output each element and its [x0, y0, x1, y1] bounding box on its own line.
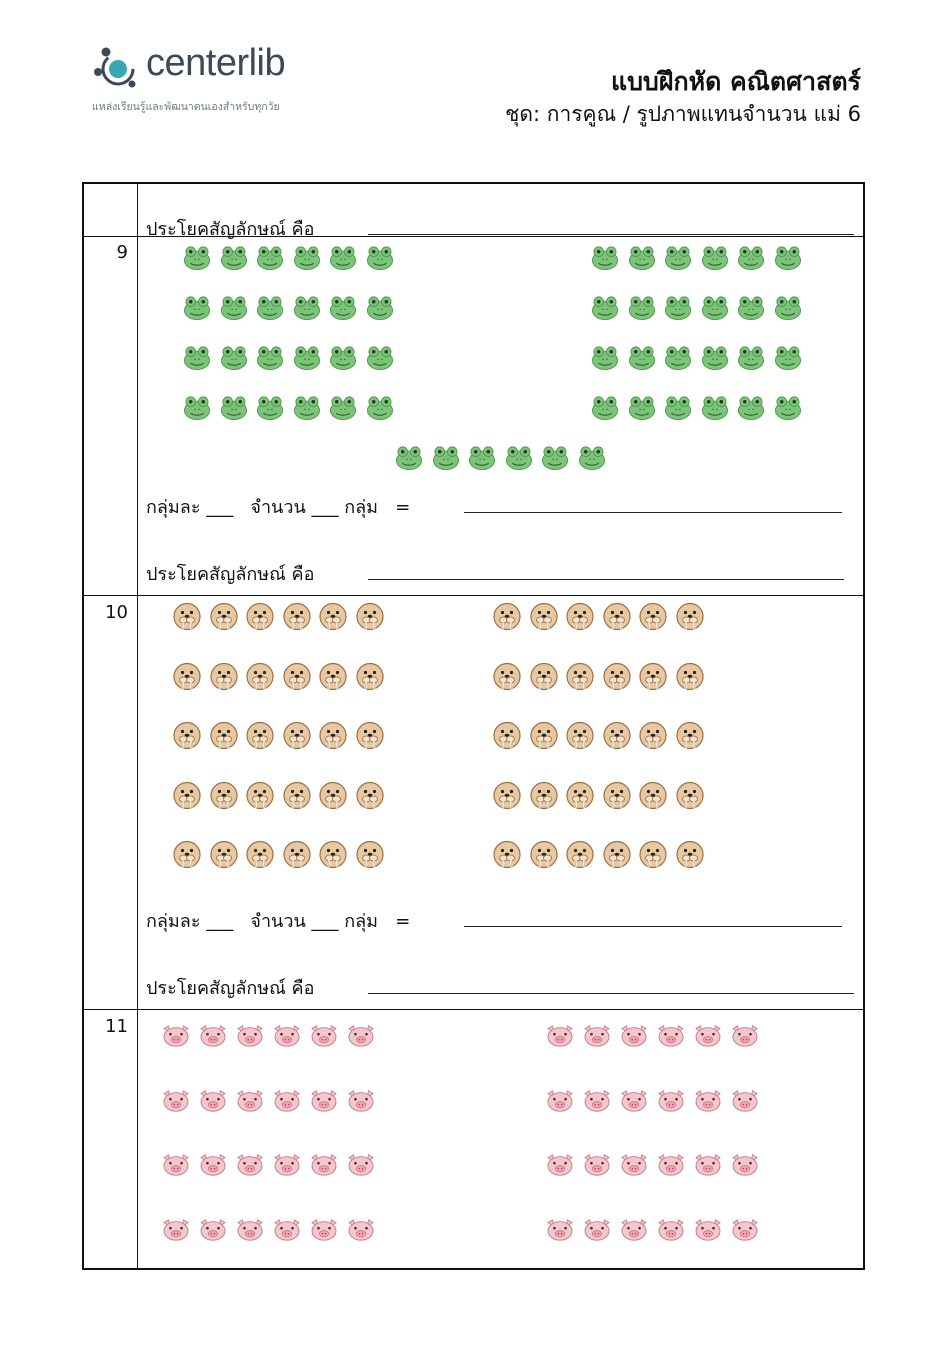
pig-face-icon: [692, 1024, 724, 1048]
frog-face-icon: [394, 444, 424, 471]
pig-face-icon: [197, 1153, 229, 1177]
pig-face-icon: [544, 1089, 576, 1113]
walrus-face-icon: [492, 601, 522, 632]
pig-face-icon: [271, 1153, 303, 1177]
pig-face-icon: [308, 1153, 340, 1177]
frog-face-icon: [700, 294, 730, 321]
walrus-face-icon: [675, 780, 705, 811]
walrus-face-icon: [245, 720, 275, 751]
frog-face-icon: [182, 344, 212, 371]
frog-face-icon: [700, 244, 730, 271]
walrus-face-icon: [675, 839, 705, 870]
centerlib-logo: [92, 40, 352, 120]
pig-face-icon: [581, 1024, 613, 1048]
pig-face-icon: [729, 1153, 761, 1177]
walrus-face-icon: [282, 601, 312, 632]
pig-face-icon: [581, 1153, 613, 1177]
frog-face-icon: [663, 294, 693, 321]
pig-face-icon: [618, 1089, 650, 1113]
groups-suffix: กลุ่ม: [344, 497, 379, 518]
frog-face-icon: [182, 244, 212, 271]
equals-sign: =: [395, 497, 411, 518]
row-divider: [84, 1009, 863, 1010]
frog-face-icon: [292, 244, 322, 271]
sentence-label: ประโยคสัญลักษณ์ คือ: [146, 219, 315, 240]
groups-answer-line[interactable]: [464, 512, 842, 513]
frog-face-icon: [292, 294, 322, 321]
walrus-face-icon: [492, 720, 522, 751]
pig-face-icon: [271, 1218, 303, 1242]
logo-wordmark: centerlib: [146, 42, 286, 84]
walrus-face-icon: [529, 720, 559, 751]
exercise-number: 9: [116, 242, 128, 263]
walrus-face-icon: [209, 720, 239, 751]
walrus-face-icon: [282, 780, 312, 811]
walrus-face-icon: [172, 720, 202, 751]
frog-face-icon: [292, 394, 322, 421]
pig-face-icon: [618, 1024, 650, 1048]
frog-face-icon: [219, 244, 249, 271]
walrus-face-icon: [282, 839, 312, 870]
frog-face-icon: [736, 344, 766, 371]
groups-suffix: กลุ่ม: [344, 911, 379, 932]
walrus-face-icon: [565, 601, 595, 632]
walrus-face-icon: [318, 720, 348, 751]
pig-face-icon: [234, 1089, 266, 1113]
row-divider: [84, 236, 863, 237]
frog-face-icon: [365, 244, 395, 271]
frog-face-icon: [627, 394, 657, 421]
walrus-face-icon: [318, 661, 348, 692]
frog-face-icon: [365, 344, 395, 371]
pig-face-icon: [271, 1089, 303, 1113]
pig-face-icon: [729, 1024, 761, 1048]
groups-prefix: กลุ่มละ: [146, 497, 201, 518]
frog-face-icon: [328, 394, 358, 421]
pig-face-icon: [345, 1218, 377, 1242]
pig-face-icon: [197, 1218, 229, 1242]
walrus-face-icon: [675, 601, 705, 632]
pig-face-icon: [544, 1218, 576, 1242]
exercise-number: 10: [105, 602, 128, 623]
walrus-face-icon: [355, 661, 385, 692]
frog-face-icon: [590, 344, 620, 371]
frog-face-icon: [577, 444, 607, 471]
pig-face-icon: [234, 1153, 266, 1177]
pig-face-icon: [655, 1089, 687, 1113]
frog-face-icon: [365, 294, 395, 321]
walrus-face-icon: [602, 661, 632, 692]
pig-face-icon: [308, 1089, 340, 1113]
pig-face-icon: [655, 1218, 687, 1242]
frog-face-icon: [219, 394, 249, 421]
walrus-face-icon: [172, 601, 202, 632]
exercise-number: 11: [105, 1016, 128, 1037]
pig-face-icon: [234, 1218, 266, 1242]
frog-face-icon: [328, 294, 358, 321]
walrus-face-icon: [355, 780, 385, 811]
groups-count-label: จำนวน: [250, 911, 306, 932]
sentence-label: ประโยคสัญลักษณ์ คือ: [146, 564, 315, 585]
frog-face-icon: [627, 344, 657, 371]
equals-sign: =: [395, 911, 411, 932]
walrus-face-icon: [529, 661, 559, 692]
walrus-face-icon: [565, 661, 595, 692]
frog-face-icon: [292, 344, 322, 371]
walrus-face-icon: [318, 839, 348, 870]
sentence-answer-line[interactable]: [368, 234, 854, 235]
pig-face-icon: [618, 1153, 650, 1177]
walrus-face-icon: [565, 839, 595, 870]
frog-face-icon: [773, 394, 803, 421]
walrus-face-icon: [209, 601, 239, 632]
walrus-face-icon: [602, 839, 632, 870]
groups-line: กลุ่มละ ___ จำนวน ___ กลุ่ม =: [146, 911, 411, 932]
frog-face-icon: [773, 244, 803, 271]
worksheet-title: แบบฝึกหัด คณิตศาสตร์: [610, 67, 861, 96]
frog-face-icon: [182, 294, 212, 321]
pig-face-icon: [581, 1089, 613, 1113]
row-divider: [84, 595, 863, 596]
pig-face-icon: [544, 1024, 576, 1048]
pig-face-icon: [655, 1153, 687, 1177]
frog-face-icon: [255, 244, 285, 271]
pig-face-icon: [160, 1218, 192, 1242]
groups-count-label: จำนวน: [250, 497, 306, 518]
walrus-face-icon: [602, 780, 632, 811]
frog-face-icon: [504, 444, 534, 471]
walrus-face-icon: [245, 839, 275, 870]
walrus-face-icon: [638, 601, 668, 632]
frog-face-icon: [540, 444, 570, 471]
walrus-face-icon: [529, 780, 559, 811]
frog-face-icon: [700, 394, 730, 421]
pig-face-icon: [160, 1024, 192, 1048]
walrus-face-icon: [172, 661, 202, 692]
pig-face-icon: [271, 1024, 303, 1048]
frog-face-icon: [700, 344, 730, 371]
walrus-face-icon: [355, 601, 385, 632]
frog-face-icon: [365, 394, 395, 421]
pig-face-icon: [160, 1153, 192, 1177]
pig-face-icon: [345, 1089, 377, 1113]
walrus-face-icon: [529, 839, 559, 870]
pig-face-icon: [345, 1024, 377, 1048]
pig-face-icon: [308, 1024, 340, 1048]
frog-face-icon: [590, 394, 620, 421]
worksheet-table: [82, 182, 865, 1270]
walrus-face-icon: [602, 720, 632, 751]
frog-face-icon: [627, 244, 657, 271]
walrus-face-icon: [209, 661, 239, 692]
pig-face-icon: [197, 1024, 229, 1048]
worksheet-subtitle: ชุด: การคูณ / รูปภาพแทนจำนวน แม่ 6: [505, 102, 861, 126]
frog-face-icon: [773, 294, 803, 321]
walrus-face-icon: [355, 839, 385, 870]
walrus-face-icon: [245, 661, 275, 692]
walrus-face-icon: [638, 780, 668, 811]
groups-prefix: กลุ่มละ: [146, 911, 201, 932]
pig-face-icon: [581, 1218, 613, 1242]
frog-face-icon: [773, 344, 803, 371]
frog-face-icon: [663, 344, 693, 371]
frog-face-icon: [328, 244, 358, 271]
frog-face-icon: [663, 394, 693, 421]
walrus-face-icon: [318, 780, 348, 811]
pig-face-icon: [729, 1218, 761, 1242]
sentence-label: ประโยคสัญลักษณ์ คือ: [146, 978, 315, 999]
pig-face-icon: [345, 1153, 377, 1177]
walrus-face-icon: [355, 720, 385, 751]
frog-face-icon: [182, 394, 212, 421]
walrus-face-icon: [209, 780, 239, 811]
walrus-face-icon: [492, 661, 522, 692]
pig-face-icon: [692, 1089, 724, 1113]
walrus-face-icon: [675, 661, 705, 692]
pig-face-icon: [197, 1089, 229, 1113]
frog-face-icon: [736, 394, 766, 421]
frog-face-icon: [219, 344, 249, 371]
frog-face-icon: [219, 294, 249, 321]
walrus-face-icon: [602, 601, 632, 632]
sentence-answer-line[interactable]: [368, 579, 844, 580]
walrus-face-icon: [209, 839, 239, 870]
walrus-face-icon: [638, 839, 668, 870]
pig-face-icon: [618, 1218, 650, 1242]
frog-face-icon: [255, 394, 285, 421]
frog-face-icon: [328, 344, 358, 371]
walrus-face-icon: [638, 661, 668, 692]
frog-face-icon: [736, 294, 766, 321]
pig-face-icon: [692, 1218, 724, 1242]
pig-face-icon: [729, 1089, 761, 1113]
pig-face-icon: [655, 1024, 687, 1048]
walrus-face-icon: [529, 601, 559, 632]
walrus-face-icon: [638, 720, 668, 751]
logo-molecule-icon: [92, 42, 144, 94]
groups-line: กลุ่มละ ___ จำนวน ___ กลุ่ม =: [146, 497, 411, 518]
frog-face-icon: [255, 344, 285, 371]
pig-face-icon: [692, 1153, 724, 1177]
walrus-face-icon: [675, 720, 705, 751]
walrus-face-icon: [318, 601, 348, 632]
frog-face-icon: [590, 244, 620, 271]
walrus-face-icon: [492, 780, 522, 811]
frog-face-icon: [736, 244, 766, 271]
pig-face-icon: [160, 1089, 192, 1113]
walrus-face-icon: [282, 720, 312, 751]
pig-face-icon: [308, 1218, 340, 1242]
frog-face-icon: [627, 294, 657, 321]
walrus-face-icon: [245, 601, 275, 632]
walrus-face-icon: [565, 720, 595, 751]
pig-face-icon: [544, 1153, 576, 1177]
walrus-face-icon: [565, 780, 595, 811]
frog-face-icon: [431, 444, 461, 471]
walrus-face-icon: [492, 839, 522, 870]
frog-face-icon: [467, 444, 497, 471]
walrus-face-icon: [172, 780, 202, 811]
frog-face-icon: [663, 244, 693, 271]
frog-face-icon: [255, 294, 285, 321]
groups-answer-line[interactable]: [464, 926, 842, 927]
number-column-divider: [137, 184, 138, 1268]
logo-tagline: แหล่งเรียนรู้และพัฒนาตนเองสำหรับทุกวัย: [92, 101, 280, 113]
pig-face-icon: [234, 1024, 266, 1048]
frog-face-icon: [590, 294, 620, 321]
walrus-face-icon: [245, 780, 275, 811]
sentence-answer-line[interactable]: [368, 993, 854, 994]
walrus-face-icon: [172, 839, 202, 870]
walrus-face-icon: [282, 661, 312, 692]
